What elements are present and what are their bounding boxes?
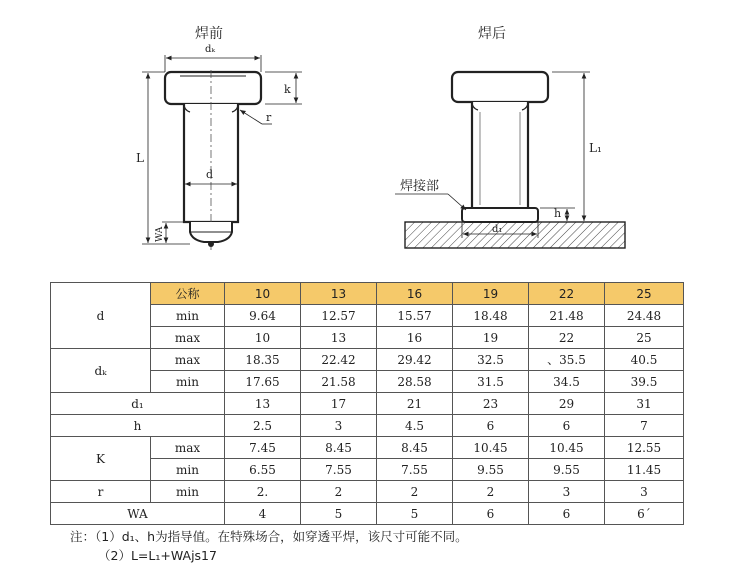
note-2: （2）L=L₁+WAjs17 [98, 548, 217, 563]
param-label: d [51, 283, 151, 349]
L-label: L [136, 151, 144, 165]
value-cell: 10.45 [453, 437, 529, 459]
value-cell: 3 [605, 481, 684, 503]
value-cell: 5 [301, 503, 377, 525]
before-welding-view [136, 25, 302, 250]
note-1: 注：（1）d₁、h为指导值。在特殊场合，如穿透平焊，该尺寸可能不同。 [70, 529, 468, 544]
value-cell: 21.58 [301, 371, 377, 393]
nominal-size-header: 10 [225, 283, 301, 305]
d1-label: d₁ [492, 224, 503, 235]
value-cell: 6΄ [605, 503, 684, 525]
value-cell: 25 [605, 327, 684, 349]
value-cell: 31.5 [453, 371, 529, 393]
value-cell: 9.64 [225, 305, 301, 327]
base-plate [405, 222, 625, 248]
value-cell: 8.45 [301, 437, 377, 459]
param-label: K [51, 437, 151, 481]
value-cell: 16 [377, 327, 453, 349]
value-cell: 22.42 [301, 349, 377, 371]
dk-label: dₖ [205, 44, 216, 55]
value-cell: 40.5 [605, 349, 684, 371]
value-cell: 6 [529, 415, 605, 437]
table-row [51, 503, 684, 525]
param-label: r [51, 481, 151, 503]
nominal-size-header: 25 [605, 283, 684, 305]
value-cell: 3 [529, 481, 605, 503]
nominal-size-header: 13 [301, 283, 377, 305]
value-cell: 3 [301, 415, 377, 437]
value-cell: 15.57 [377, 305, 453, 327]
value-cell: 21.48 [529, 305, 605, 327]
value-cell: 2. [225, 481, 301, 503]
after-welding-view [395, 25, 625, 248]
value-cell: 7.55 [377, 459, 453, 481]
table-row [51, 415, 684, 437]
value-cell: 10 [225, 327, 301, 349]
value-cell: 7.55 [301, 459, 377, 481]
value-cell: 6.55 [225, 459, 301, 481]
sub-label: max [151, 437, 225, 459]
sub-label: min [151, 459, 225, 481]
nominal-size-header: 19 [453, 283, 529, 305]
r-label: r [266, 111, 272, 124]
value-cell: 18.48 [453, 305, 529, 327]
sub-label: min [151, 371, 225, 393]
value-cell: 13 [301, 327, 377, 349]
table-row [51, 437, 684, 459]
sub-label: min [151, 305, 225, 327]
value-cell: 7 [605, 415, 684, 437]
stud-dimension-drawing [0, 0, 729, 270]
table-row [51, 349, 684, 371]
table-header-row [51, 283, 684, 305]
table-row [51, 481, 684, 503]
dimension-spec-table [50, 282, 684, 525]
value-cell: 34.5 [529, 371, 605, 393]
value-cell: 13 [225, 393, 301, 415]
value-cell: 19 [453, 327, 529, 349]
nominal-size-header: 16 [377, 283, 453, 305]
weld-label: 焊接部 [400, 179, 440, 194]
welded-stud-head [452, 72, 548, 102]
value-cell: 32.5 [453, 349, 529, 371]
sub-label: max [151, 327, 225, 349]
param-label: d₁ [51, 393, 225, 415]
value-cell: 9.55 [453, 459, 529, 481]
weld-collar [462, 208, 538, 222]
sub-label: max [151, 349, 225, 371]
value-cell: 8.45 [377, 437, 453, 459]
value-cell: 4.5 [377, 415, 453, 437]
value-cell: 4 [225, 503, 301, 525]
sub-label: min [151, 481, 225, 503]
d-label: d [206, 168, 214, 181]
value-cell: 6 [453, 415, 529, 437]
value-cell: 28.58 [377, 371, 453, 393]
value-cell: 12.55 [605, 437, 684, 459]
value-cell: 22 [529, 327, 605, 349]
table-row [51, 393, 684, 415]
value-cell: 6 [453, 503, 529, 525]
WA-label: WA [155, 226, 165, 242]
h-label: h [554, 207, 562, 220]
value-cell: 21 [377, 393, 453, 415]
value-cell: 24.48 [605, 305, 684, 327]
value-cell: 10.45 [529, 437, 605, 459]
value-cell: 2 [453, 481, 529, 503]
value-cell: 17 [301, 393, 377, 415]
param-label: dₖ [51, 349, 151, 393]
stud-head [165, 72, 261, 104]
value-cell: 12.57 [301, 305, 377, 327]
L1-label: L₁ [589, 141, 602, 155]
value-cell: 2.5 [225, 415, 301, 437]
value-cell: 2 [301, 481, 377, 503]
param-label: WA [51, 503, 225, 525]
k-label: k [284, 83, 291, 96]
value-cell: 29 [529, 393, 605, 415]
before-title: 焊前 [195, 26, 223, 42]
value-cell: 23 [453, 393, 529, 415]
value-cell: 29.42 [377, 349, 453, 371]
nominal-label: 公称 [151, 283, 225, 305]
value-cell: 11.45 [605, 459, 684, 481]
after-title: 焊后 [478, 26, 506, 42]
value-cell: 6 [529, 503, 605, 525]
nominal-size-header: 22 [529, 283, 605, 305]
value-cell: 2 [377, 481, 453, 503]
value-cell: 31 [605, 393, 684, 415]
value-cell: 9.55 [529, 459, 605, 481]
value-cell: 17.65 [225, 371, 301, 393]
param-label: h [51, 415, 225, 437]
value-cell: 39.5 [605, 371, 684, 393]
value-cell: 、35.5 [529, 349, 605, 371]
value-cell: 18.35 [225, 349, 301, 371]
value-cell: 5 [377, 503, 453, 525]
value-cell: 7.45 [225, 437, 301, 459]
